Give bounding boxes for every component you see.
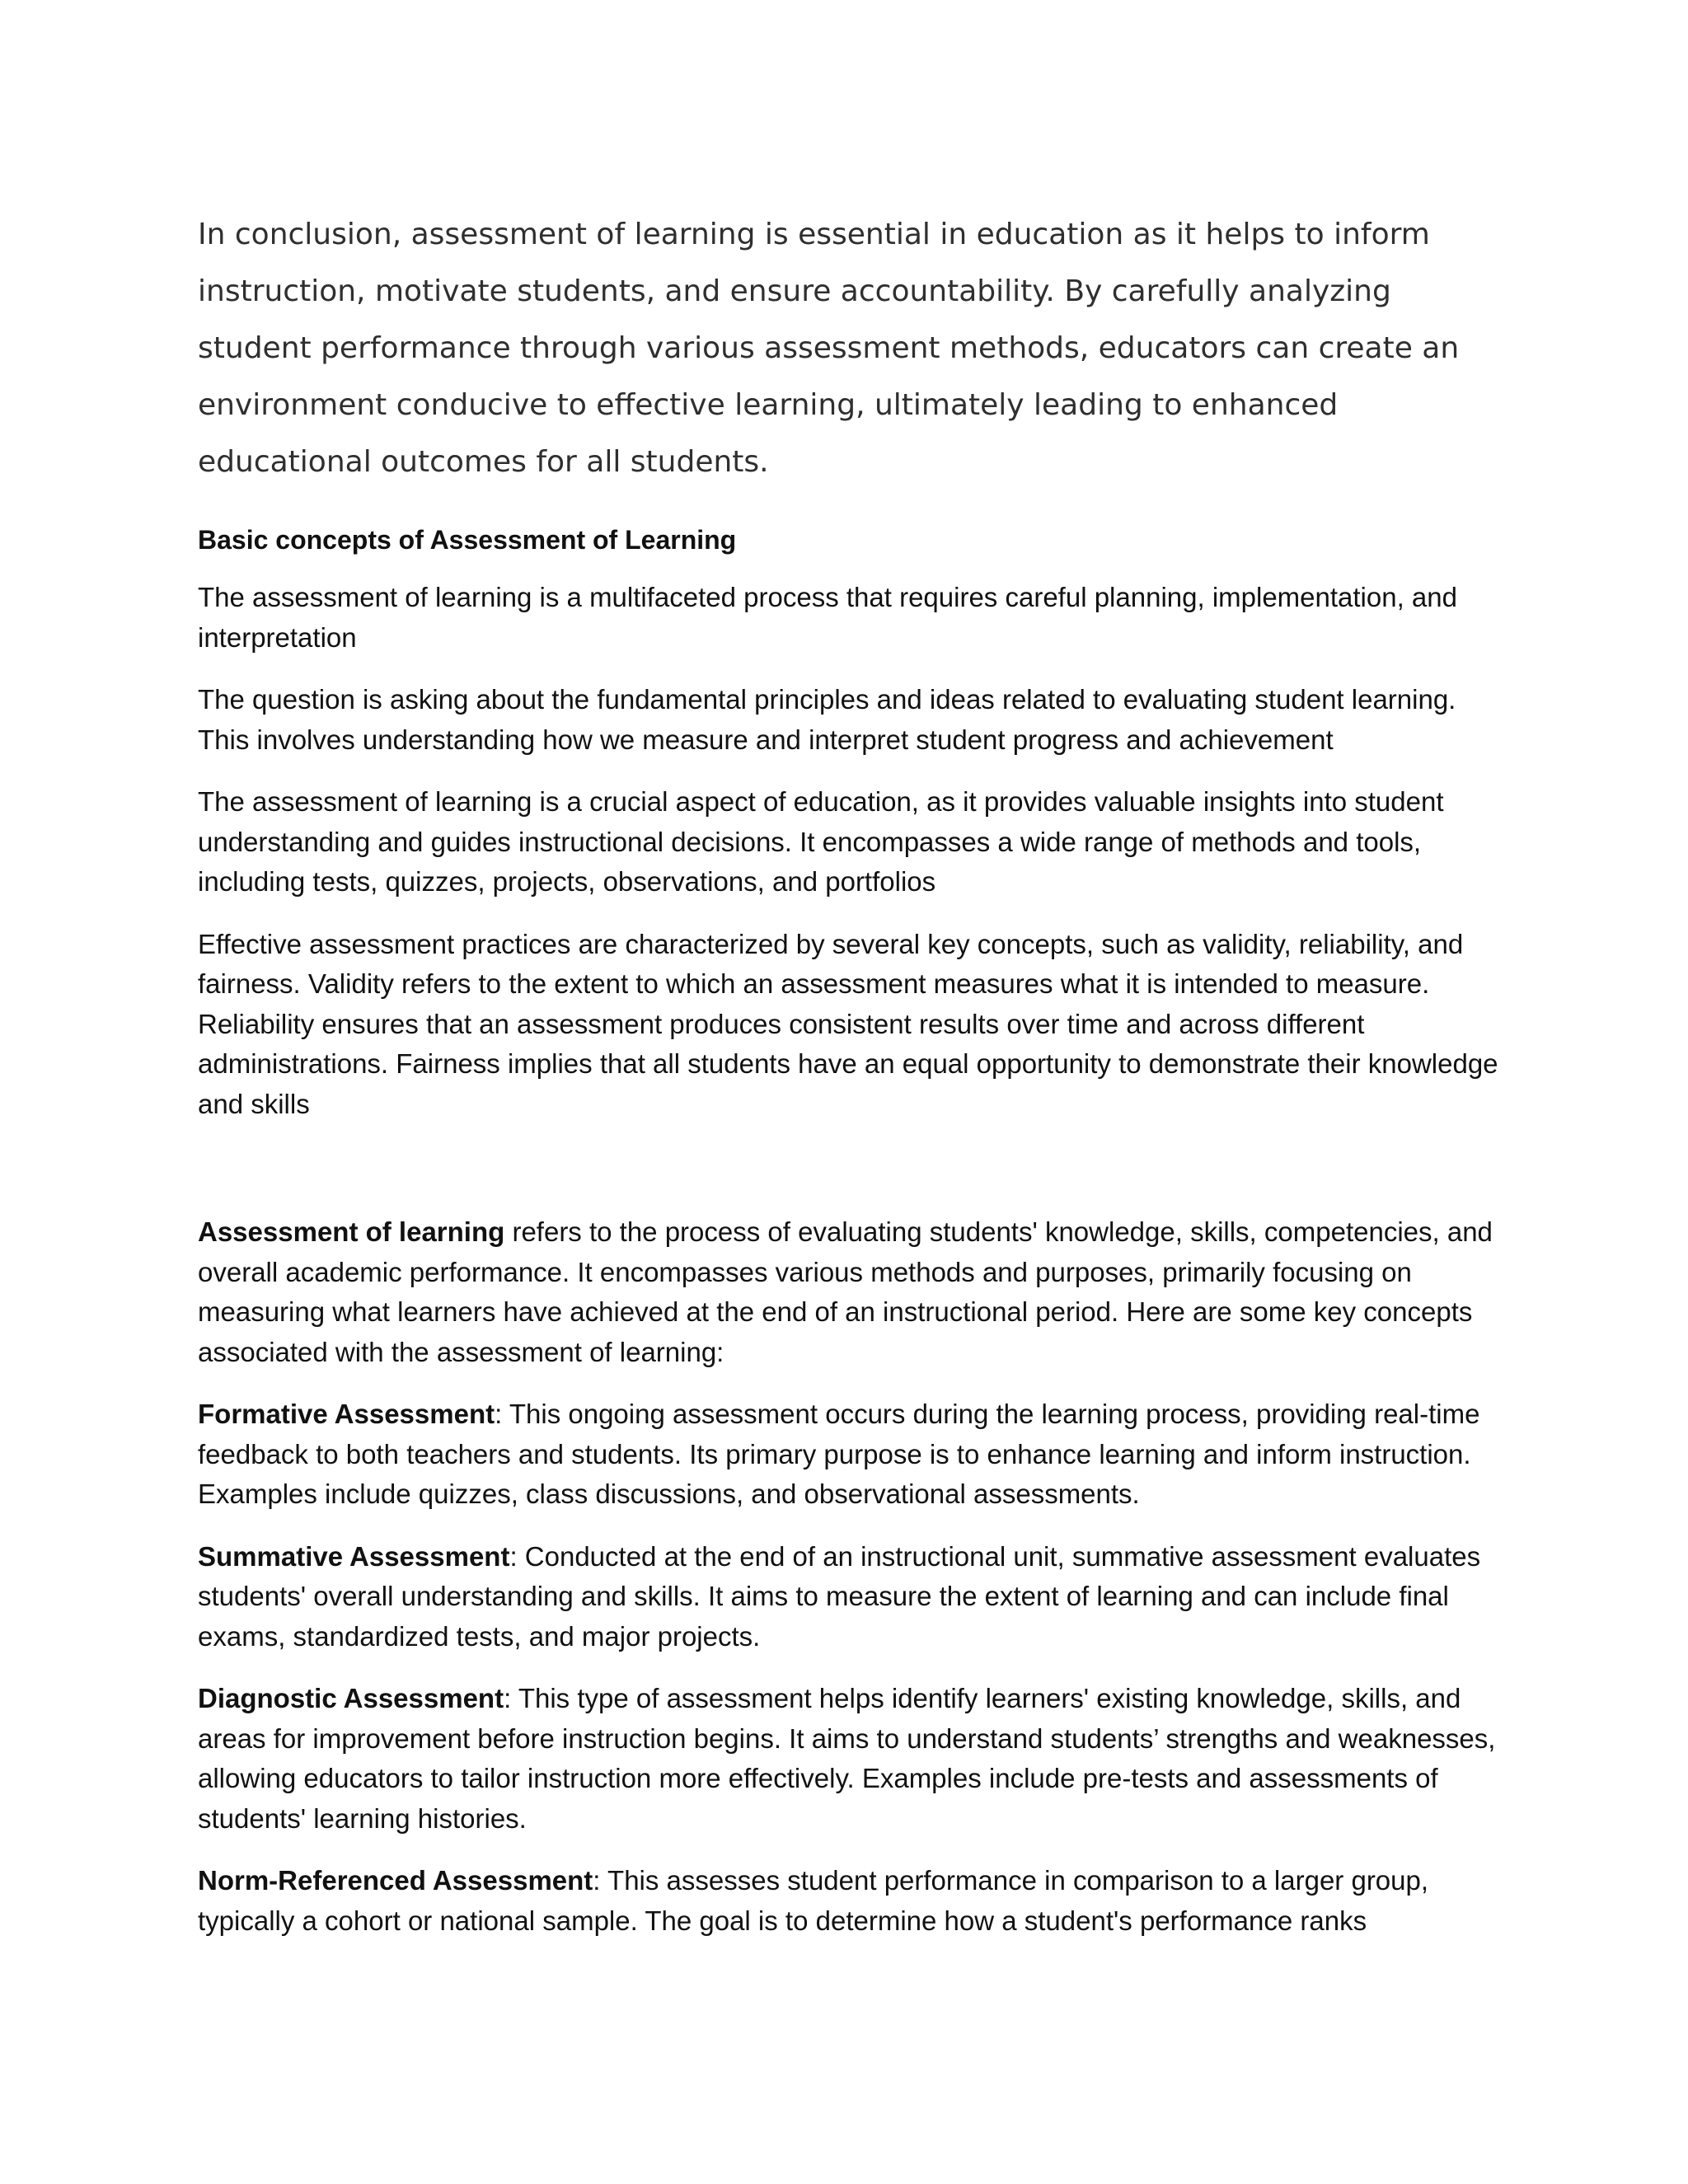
diagnostic-assessment-text: : This type of assessment helps identify learners' existing knowledge, skills, and areas for improvement before instruction begins. It aims to understand students’ strengths and weaknesses, allowing educators to tailor instruction more effectively. Examples include pre-tests and assessments of students' learning histories. bbox=[198, 1683, 1496, 1834]
paragraph-crucial-aspect: The assessment of learning is a crucial aspect of education, as it provides valuable insights into student understanding and guides instructional decisions. It encompasses a wide range of methods and tools, including tests, quizzes, projects, observations, and portfolios bbox=[198, 786, 1444, 897]
term-norm-referenced-assessment: Norm-Referenced Assessment bbox=[198, 1865, 593, 1896]
spacer bbox=[198, 1146, 1500, 1212]
intro-paragraph: In conclusion, assessment of learning is essential in education as it helps to inform instruction, motivate students, and ensure accountability. By carefully analyzing student performance through various assessment methods, educators can create an environment conducive to effective learning, ultimately leading to enhanced educational outcomes for all students. bbox=[198, 218, 1460, 479]
term-summative-assessment: Summative Assessment bbox=[198, 1540, 510, 1572]
paragraph-definition bbox=[198, 1212, 1500, 1372]
term-formative-assessment: Formative Assessment bbox=[198, 1399, 495, 1429]
document-body bbox=[198, 206, 1500, 1963]
paragraph-diagnostic-assessment bbox=[198, 1679, 1500, 1839]
section-heading: Basic concepts of Assessment of Learning bbox=[198, 525, 737, 555]
paragraph-fundamental-principles: The question is asking about the fundamental principles and ideas related to evaluating student learning. This involves understanding how we measure and interpret student progress and achievement bbox=[198, 684, 1456, 755]
formative-assessment-text: : This ongoing assessment occurs during the learning process, providing real-time feedback to both teachers and students. Its primary purpose is to enhance learning and inform instruction. Examples include quizzes, class discussions, and observational assessments. bbox=[198, 1399, 1480, 1509]
paragraph-norm-referenced-assessment bbox=[198, 1861, 1500, 1941]
paragraph-formative-assessment bbox=[198, 1394, 1500, 1515]
definition-text: refers to the process of evaluating students' knowledge, skills, competencies, and overall academic performance. It encompasses various methods and purposes, primarily focusing on measuring what learners have achieved at the end of an instructional period. Here are some key concepts associated with the assessment of learning: bbox=[198, 1216, 1493, 1367]
term-diagnostic-assessment: Diagnostic Assessment bbox=[198, 1683, 504, 1713]
paragraph-summative-assessment bbox=[198, 1537, 1500, 1657]
term-assessment-of-learning: Assessment of learning bbox=[198, 1216, 505, 1247]
summative-assessment-text: : Conducted at the end of an instructional unit, summative assessment evaluates students' overall understanding and skills. It aims to measure the extent of learning and can include final exams, standardized tests, and major projects. bbox=[198, 1540, 1481, 1652]
paragraph-multifaceted-process: The assessment of learning is a multifaceted process that requires careful planning, implementation, and interpretation bbox=[198, 582, 1457, 653]
norm-referenced-assessment-text: : This assesses student performance in comparison to a larger group, typically a cohort or national sample. The goal is to determine how a student's performance ranks bbox=[198, 1865, 1429, 1936]
paragraph-key-concepts: Effective assessment practices are characterized by several key concepts, such as validity, reliability, and fairness. Validity refers to the extent to which an assessment measures what it is intended to measure. Reliability ensures that an assessment produces consistent results over time and across different administrations. Fairness implies that all students have an equal opportunity to demonstrate their knowledge and skills bbox=[198, 928, 1498, 1119]
